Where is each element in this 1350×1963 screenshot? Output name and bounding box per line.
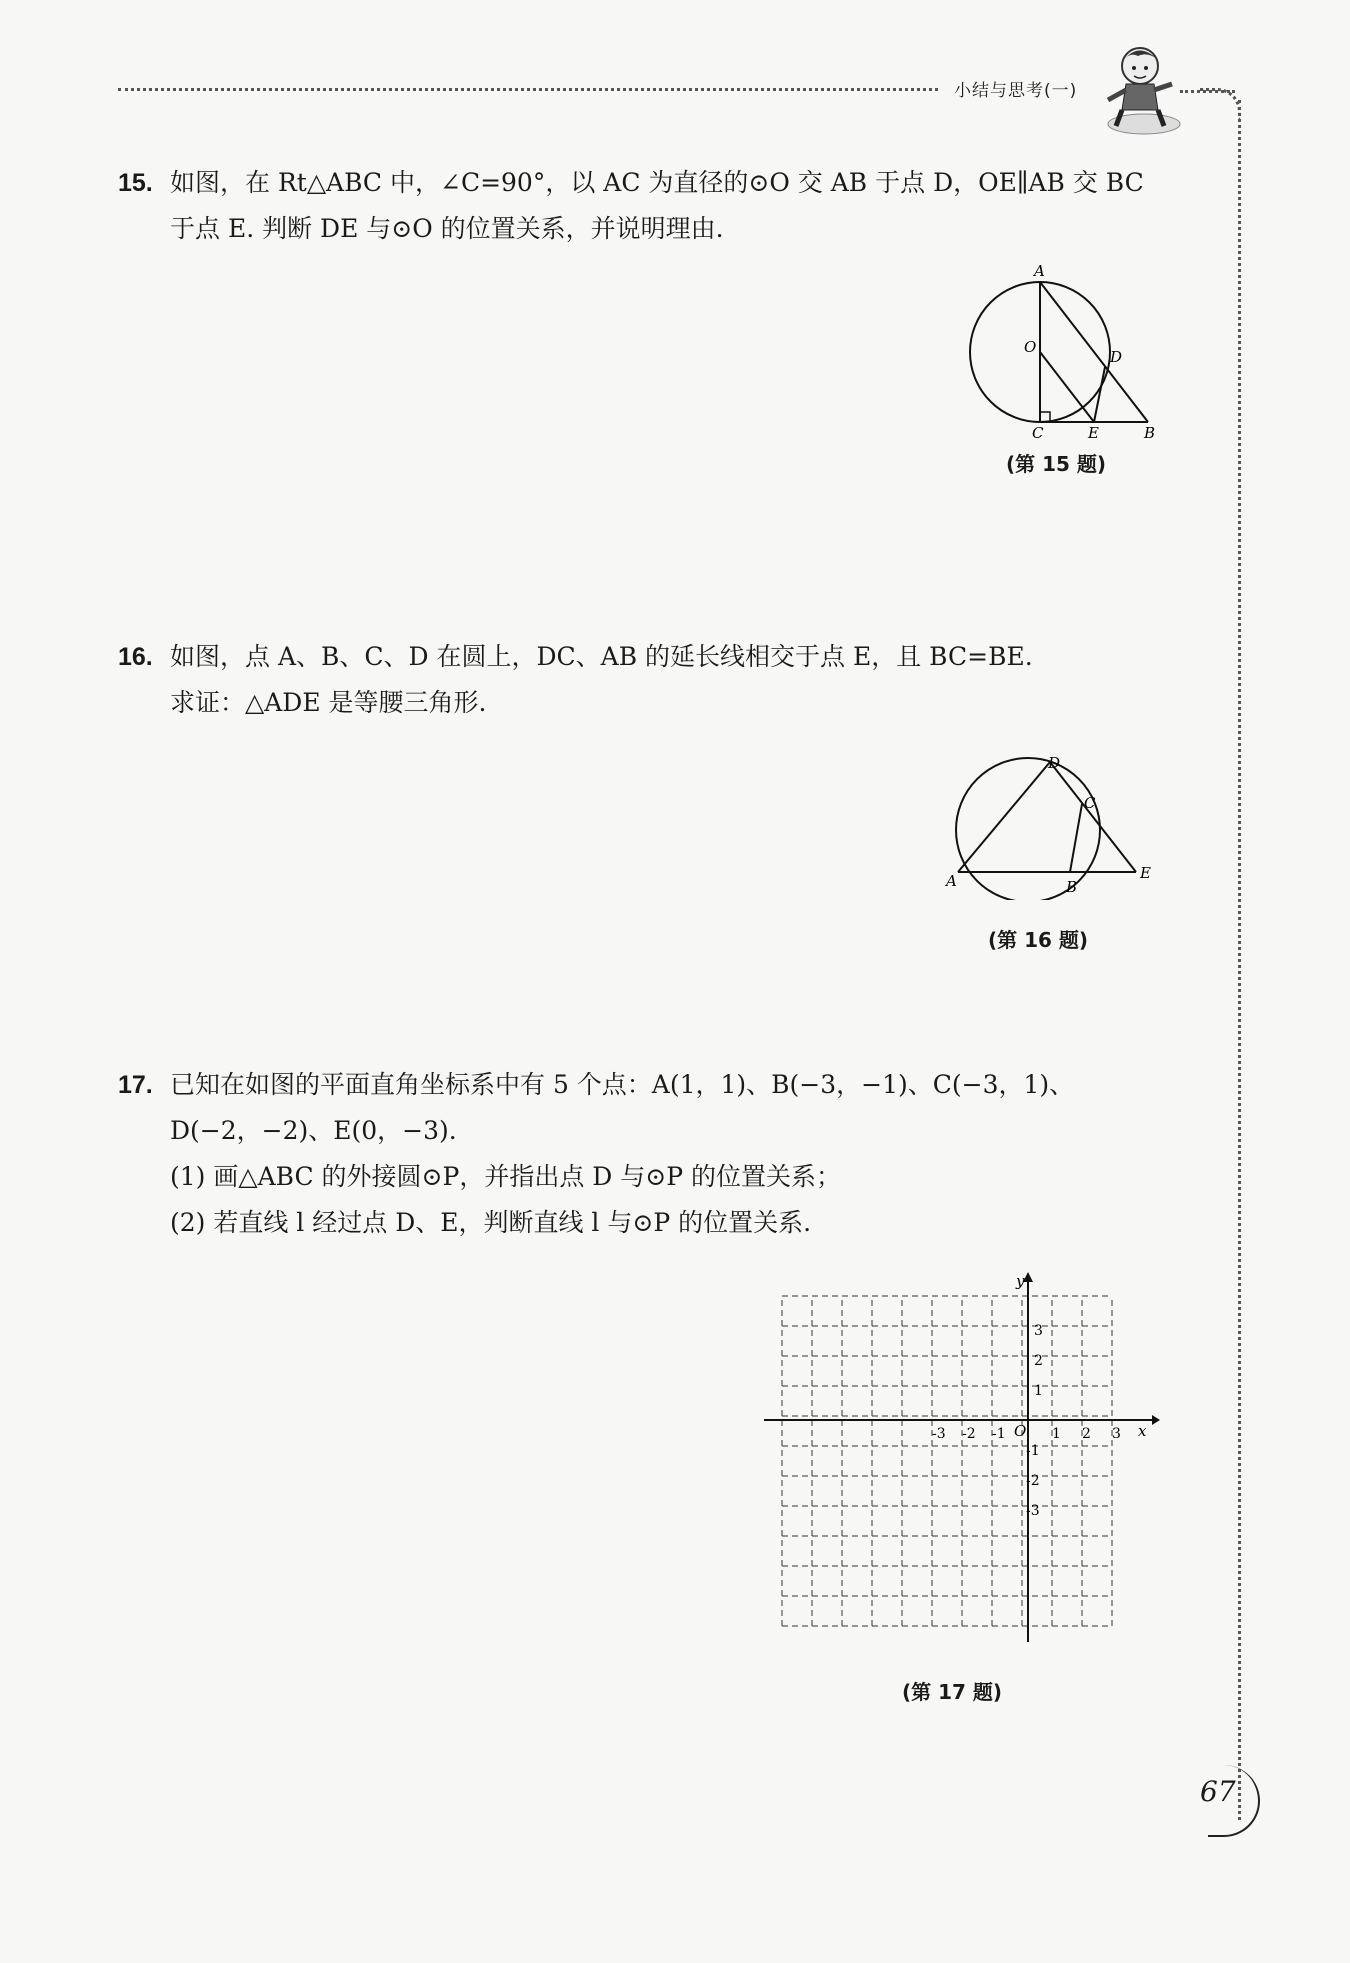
section-title: 小结与思考(一) (954, 81, 1078, 101)
figure-16-caption: (第 16 题) (988, 928, 1089, 952)
x-tick-label: 3 (1112, 1426, 1121, 1442)
point-label-D: D (1048, 754, 1061, 772)
x-axis-arrow (1152, 1415, 1160, 1425)
question-number: 16. (118, 643, 153, 671)
y-axis-arrow (1023, 1272, 1033, 1282)
axis-label-y: y (1016, 1272, 1025, 1290)
point-label-E: E (1088, 424, 1099, 438)
y-tick-label: 1 (1034, 1383, 1043, 1399)
question-text: 求证：△ADE 是等腰三角形. (170, 688, 487, 717)
point-label-C: C (1084, 794, 1096, 812)
x-tick-label: 1 (1052, 1426, 1061, 1442)
y-tick-label: -1 (1026, 1443, 1040, 1459)
question-text: 如图，点 A、B、C、D 在圆上，DC、AB 的延长线相交于点 E，且 BC=BE. (170, 642, 1033, 671)
y-tick-label: -2 (1026, 1473, 1040, 1489)
axis-label-x: x (1138, 1422, 1147, 1440)
question-text: 于点 E. 判断 DE 与⊙O 的位置关系，并说明理由. (170, 214, 724, 243)
question-number: 15. (118, 169, 153, 197)
boy-mascot-icon (1098, 40, 1184, 136)
question-number: 17. (118, 1071, 153, 1099)
y-tick-label: 3 (1034, 1323, 1043, 1339)
question-16 (118, 634, 1033, 726)
figure-16-diagram (940, 752, 1170, 900)
x-tick-label: 2 (1082, 1426, 1091, 1442)
sub-question-1: (1) 画△ABC 的外接圆⊙P，并指出点 D 与⊙P 的位置关系； (170, 1162, 841, 1191)
question-15 (118, 160, 1144, 252)
point-label-A: A (1034, 262, 1045, 280)
question-text: 已知在如图的平面直角坐标系中有 5 个点：A(1，1)、B(−3，−1)、C(−3，1)、 (170, 1070, 1075, 1099)
point-label-B: B (1066, 878, 1078, 896)
origin-label: O (1014, 1422, 1027, 1440)
point-label-A: A (946, 872, 957, 890)
point-label-B: B (1144, 424, 1156, 438)
page-number: 67 (1200, 1775, 1236, 1808)
point-label-D: D (1110, 348, 1123, 366)
question-text: D(−2，−2)、E(0，−3). (170, 1116, 457, 1145)
question-17 (118, 1062, 1074, 1246)
figure-15-caption: (第 15 题) (1006, 452, 1107, 476)
x-tick-label: -1 (992, 1426, 1006, 1442)
figure-15-diagram (960, 262, 1160, 438)
grid-lines (782, 1296, 1112, 1630)
header-dotted-rule (118, 88, 938, 91)
margin-dotted-rule (1238, 100, 1241, 1820)
y-tick-label: 2 (1034, 1353, 1043, 1369)
figure-17-caption: (第 17 题) (902, 1680, 1003, 1704)
y-tick-label: -3 (1026, 1503, 1040, 1519)
x-tick-label: -3 (932, 1426, 946, 1442)
point-label-C: C (1032, 424, 1044, 438)
point-label-E: E (1140, 864, 1151, 882)
sub-question-2: (2) 若直线 l 经过点 D、E，判断直线 l 与⊙P 的位置关系. (170, 1208, 812, 1237)
x-tick-label: -2 (962, 1426, 976, 1442)
x-tick-labels (932, 1426, 1121, 1442)
point-label-O: O (1024, 338, 1037, 356)
figure-17-coordinate-grid (760, 1272, 1160, 1642)
question-text: 如图，在 Rt△ABC 中，∠C=90°，以 AC 为直径的⊙O 交 AB 于点 D，OE∥AB 交 BC (170, 168, 1144, 197)
